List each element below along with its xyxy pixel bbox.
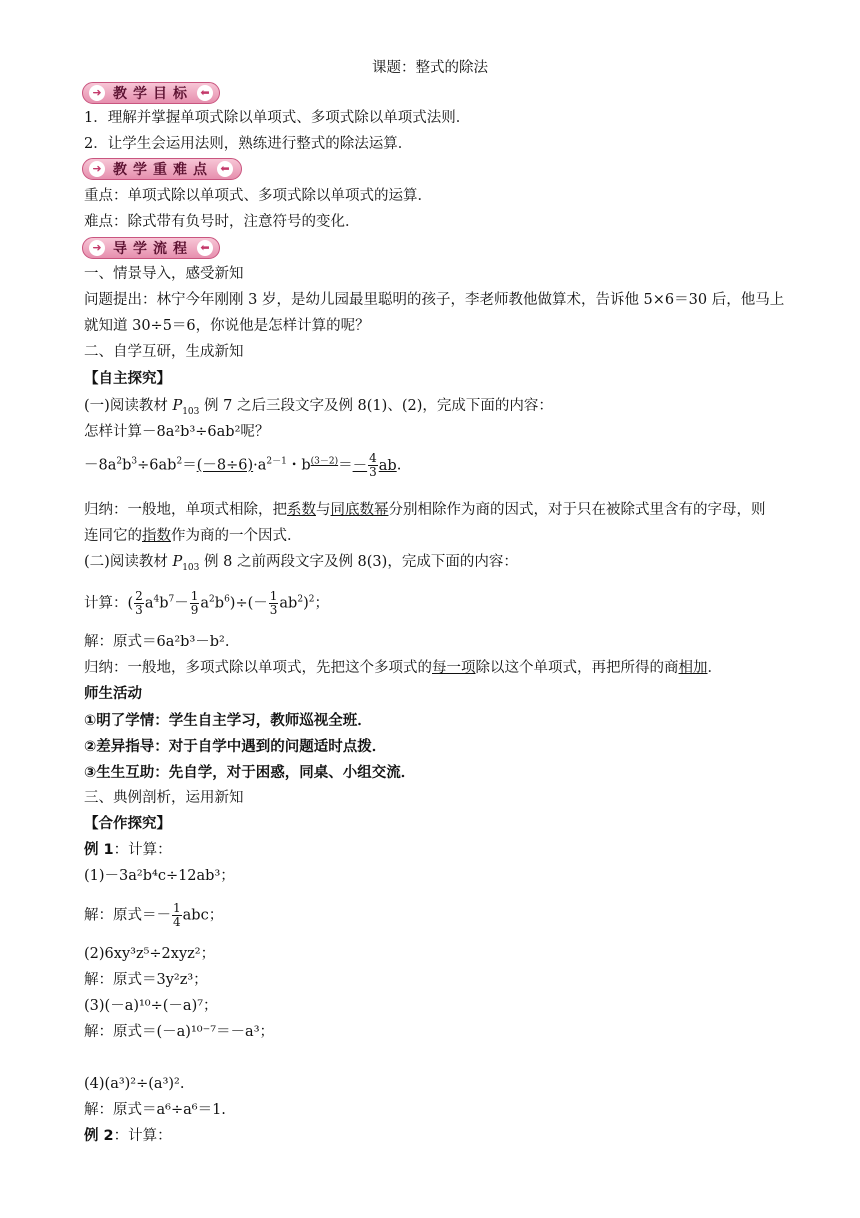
arrow-right-icon: ➜ <box>89 240 105 256</box>
question-text: 怎样计算－8a²b³÷6ab²呢？ <box>84 424 270 440</box>
difficult-point-text: 难点：除式带有负号时，注意符号的变化． <box>84 214 360 230</box>
page-title: 课题：整式的除法 <box>372 60 488 76</box>
example-1-question-1: (1)－3a²b⁴c÷12ab³； <box>84 868 235 884</box>
text: (一)阅读教材 <box>84 398 173 414</box>
text: 2 <box>135 589 143 603</box>
text: 1 <box>190 589 199 603</box>
text: 计算： <box>84 595 128 612</box>
text: 103 <box>182 406 200 417</box>
math-expression-1: $-8a^2b^3\div 6ab^2=(-8\div 6)\cdot a^{2-1}$・$b^{(3-2)}=-$ $\frac{4}{3}$ ab. <box>84 451 402 479</box>
summary-2 <box>84 658 722 678</box>
goal-item: 2．让学生会运用法则，熟练进行整式的除法运算． <box>84 136 413 152</box>
example-1-solution-2: 解：原式＝3y²z³； <box>84 972 208 988</box>
section-banner-goals <box>82 82 220 104</box>
arrow-right-icon: ➜ <box>89 161 105 177</box>
example-1-solution-4: 解：原式＝a⁶÷a⁶＝1. <box>84 1102 226 1118</box>
reading-instruction-2 <box>84 552 518 572</box>
example-1-solution-3: 解：原式＝(－a)¹⁰⁻⁷＝－a³； <box>84 1024 275 1040</box>
text: 例 7 之后三段文字及例 8(1)、(2)，完成下面的内容： <box>199 398 553 414</box>
text: ． <box>707 660 722 676</box>
solution-text: 解：原式＝6a²b³－b². <box>84 634 230 650</box>
math-expression-2: 计算：( $\frac{2}{3}$ $a^4b^7-$ $\frac{1}{9}$ $a^2b^6)\div(-$ $\frac{1}{3}$ $ab^2)^2$； <box>84 589 329 617</box>
question-text-line1: 问题提出：林宁今年刚刚 3 岁，是幼儿园最里聪明的孩子，李老师教他做算术，告诉他 5×6＝30 后，他马上 <box>84 292 785 308</box>
text: 3 <box>269 603 278 617</box>
self-explore-heading: 【自主探究】 <box>84 371 171 387</box>
text: 3 <box>135 603 143 617</box>
text: abc； <box>182 907 224 924</box>
fraction <box>368 452 378 479</box>
text: ：计算： <box>113 1128 172 1144</box>
text: 例 1 <box>84 842 114 858</box>
activity-item: ③生生互助：先自学，对于困惑，同桌、小组交流． <box>84 765 416 781</box>
blank-answer: 指数 <box>142 528 171 544</box>
example-1-question-4: (4)(a³)²÷(a³)². <box>84 1076 185 1092</box>
text: 103 <box>182 562 200 573</box>
summary-1-line1 <box>84 500 766 520</box>
section-banner-key-points <box>82 158 242 180</box>
section-banner-process <box>82 237 220 259</box>
text: 1 <box>269 589 278 603</box>
activity-item: ①明了学情：学生自主学习，教师巡视全班． <box>84 713 372 729</box>
part-heading: 三、典例剖析，运用新知 <box>84 790 244 806</box>
text: 例 2 <box>84 1128 114 1144</box>
fraction <box>269 590 279 617</box>
blank-answer: 相加 <box>678 660 708 676</box>
text: 归纳：一般地，单项式相除，把 <box>84 502 287 518</box>
part-heading: 一、情景导入，感受新知 <box>84 266 244 282</box>
arrow-left-icon: ⬅ <box>197 85 213 101</box>
fraction <box>172 902 182 929</box>
question-text-line2: 就知道 30÷5＝6，你说他是怎样计算的呢？ <box>84 318 370 334</box>
blank-answer: 每一项 <box>432 660 476 676</box>
text: 归纳：一般地，多项式除以单项式，先把这个多项式的 <box>84 660 432 676</box>
blank-answer: 系数 <box>287 502 316 518</box>
text: 4 <box>369 451 377 465</box>
example-1-question-3: (3)(－a)¹⁰÷(－a)⁷； <box>84 998 218 1014</box>
coop-heading: 【合作探究】 <box>84 816 171 832</box>
text: 作为商的一个因式． <box>171 528 302 544</box>
section-title: 教学重难点 <box>113 162 213 178</box>
activity-heading: 师生活动 <box>84 686 142 702</box>
example-1-question-2: (2)6xy³z⁵÷2xyz²； <box>84 946 216 962</box>
arrow-left-icon: ⬅ <box>197 240 213 256</box>
section-title: 教学目标 <box>113 86 193 102</box>
text: P <box>172 554 183 570</box>
reading-instruction-1 <box>84 396 553 416</box>
summary-1-line2 <box>84 526 302 546</box>
text: 与 <box>316 502 331 518</box>
text: 解：原式＝－ <box>84 907 171 924</box>
part-heading: 二、自学互研，生成新知 <box>84 344 244 360</box>
example-2-title <box>84 1126 172 1146</box>
text: P <box>172 398 183 414</box>
text: ：计算： <box>113 842 172 858</box>
text: 3 <box>369 465 377 479</box>
example-1-title <box>84 840 172 860</box>
text: (二)阅读教材 <box>84 554 173 570</box>
text: 4 <box>173 915 181 929</box>
arrow-right-icon: ➜ <box>89 85 105 101</box>
fraction <box>134 590 144 617</box>
key-point-text: 重点：单项式除以单项式、多项式除以单项式的运算． <box>84 188 432 204</box>
text: 1 <box>173 901 181 915</box>
text: 连同它的 <box>84 528 142 544</box>
example-1-solution-1 <box>84 902 223 929</box>
text: 例 8 之前两段文字及例 8(3)，完成下面的内容： <box>199 554 518 570</box>
section-title: 导学流程 <box>113 241 193 257</box>
text: 9 <box>190 603 199 617</box>
blank-answer: 同底数幂 <box>330 502 389 518</box>
text: 分别相除作为商的因式，对于只在被除式里含有的字母，则 <box>388 502 766 518</box>
activity-item: ②差异指导：对于自学中遇到的问题适时点拨． <box>84 739 387 755</box>
text: 除以这个单项式，再把所得的商 <box>475 660 679 676</box>
fraction <box>190 590 200 617</box>
goal-item: 1．理解并掌握单项式除以单项式、多项式除以单项式法则． <box>84 110 471 126</box>
arrow-left-icon: ⬅ <box>217 161 233 177</box>
